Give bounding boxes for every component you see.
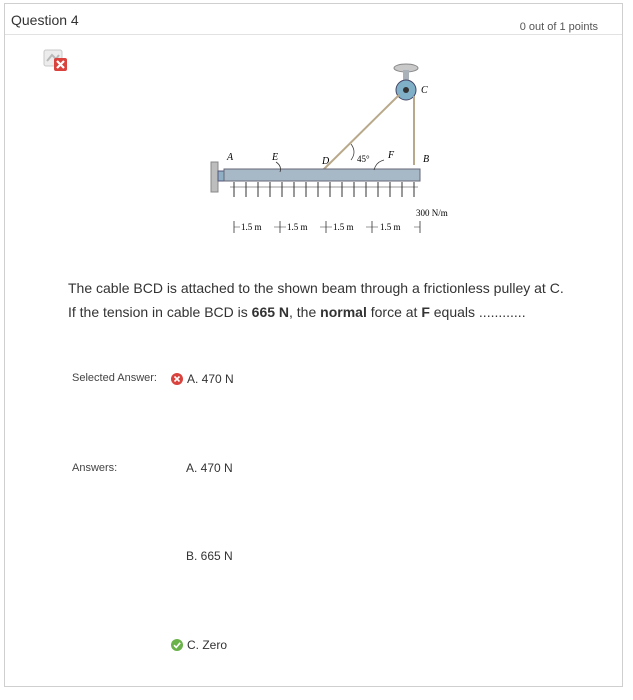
question-line-1: The cable BCD is attached to the shown beam through a frictionless pulley at C. — [68, 280, 564, 296]
answer-c-text: C. Zero — [187, 638, 228, 652]
question-header — [5, 4, 622, 35]
label-e: E — [272, 152, 279, 163]
tension-value: 665 N — [251, 304, 290, 320]
answer-option-a — [186, 461, 233, 475]
beam-pulley-figure — [210, 62, 480, 247]
label-a: A — [227, 152, 234, 163]
label-f: F — [388, 150, 395, 161]
dim-1: 1.5 m — [241, 222, 262, 232]
incorrect-icon — [171, 373, 183, 385]
point-f: F — [421, 304, 430, 320]
selected-answer — [171, 372, 234, 386]
answer-a-text: A. 470 N — [186, 461, 233, 475]
dim-3: 1.5 m — [333, 222, 354, 232]
label-b: B — [423, 154, 430, 165]
question-text — [68, 276, 623, 324]
label-load: 300 N/m — [416, 208, 448, 218]
selected-answer-value: A. 470 N — [187, 372, 234, 386]
dim-4: 1.5 m — [380, 222, 401, 232]
label-angle: 45° — [357, 154, 370, 164]
question-points: 0 out of 1 points — [519, 21, 598, 33]
dim-2: 1.5 m — [287, 222, 308, 232]
label-d: D — [322, 156, 330, 167]
answer-b-text: B. 665 N — [186, 549, 233, 563]
answer-option-b — [186, 549, 233, 563]
normal-word: normal — [320, 304, 367, 320]
label-c: C — [421, 85, 428, 96]
question-panel — [4, 3, 623, 687]
incorrect-status-icon — [43, 49, 69, 73]
answers-label: Answers: — [72, 462, 118, 474]
question-line-2: If the tension in cable BCD is 665 N, the normal force at F equals ............ — [68, 304, 526, 320]
correct-check-icon — [171, 639, 183, 651]
selected-answer-label: Selected Answer: — [72, 372, 157, 384]
question-title: Question 4 — [11, 12, 79, 28]
answer-option-c — [171, 638, 227, 652]
